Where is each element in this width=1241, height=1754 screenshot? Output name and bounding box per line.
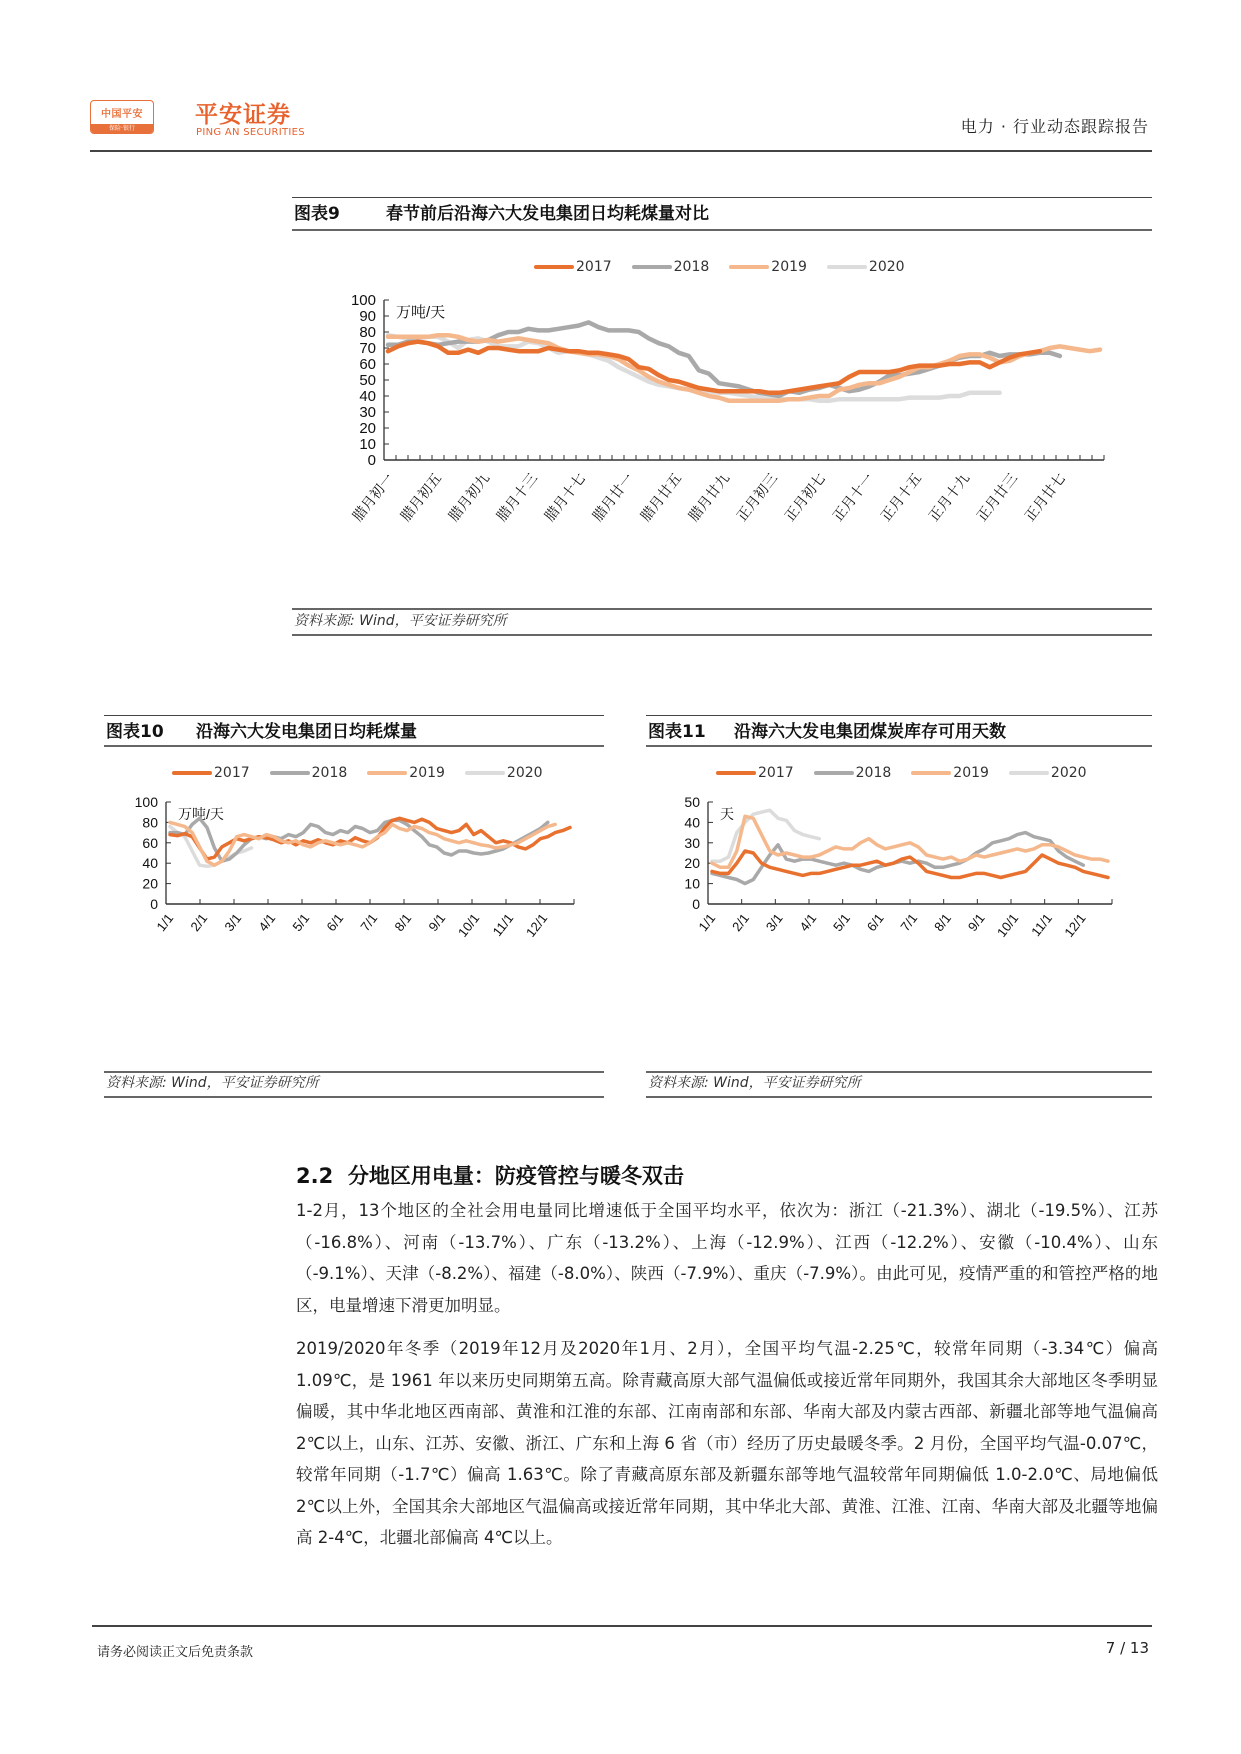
fig9-source-rule-bottom [292, 634, 1152, 636]
fig11-chart [646, 788, 1152, 1068]
fig10-legend [172, 765, 543, 781]
x-tick-label: 正月十九 [925, 469, 973, 524]
legend-label: 2018 [855, 765, 892, 781]
legend-swatch [729, 265, 769, 269]
y-tick-label: 100 [134, 794, 158, 810]
y-tick-label: 40 [142, 855, 158, 872]
x-tick-label: 腊月十七 [541, 469, 589, 524]
y-tick-label: 0 [692, 896, 700, 912]
y-tick-label: 50 [359, 372, 376, 389]
y-tick-label: 30 [359, 404, 376, 421]
footer-disclaimer[interactable]: 请务必阅读正文后免责条款 [97, 1645, 254, 1660]
fig9-number: 图表9 [294, 204, 340, 224]
y-tick-label: 60 [142, 834, 158, 851]
x-tick-label: 8/1 [931, 910, 955, 935]
legend-label: 2018 [673, 259, 710, 275]
x-tick-label: 正月廿七 [1021, 469, 1069, 524]
legend-2020 [465, 765, 543, 781]
x-tick-label: 2/1 [729, 910, 753, 935]
fig9-title-text: 春节前后沿海六大发电集团日均耗煤量对比 [386, 204, 709, 224]
x-tick-label: 正月十一 [829, 469, 877, 524]
y-unit-label: 天 [720, 806, 734, 822]
paragraph: 1-2月，13个地区的全社会用电量同比增速低于全国平均水平，依次为：浙江（-21.3%）、湖北（-19.5%）、江苏（-16.8%）、河南（-13.7%）、广东（-13.2%）、上海（-12.9%）、江西（-12.2%）、安徽（-10.4%）、山东（-9.1%）、天津（-8.2%）、福建（-8.0%）、陕西（-7.9%）、重庆（-7.9%）。由此可见，疫情严重的和管控严格的地区，电量增速下滑更加明显。 [296, 1201, 1158, 1315]
paragraph: 2019/2020年冬季（2019年12月及2020年1月、2月），全国平均气温-2.25℃，较常年同期（-3.34℃）偏高 1.09℃，是 1961 年以来历史同期第五高。除青藏高原大部气温偏低或接近常年同期外，我国其余大部地区冬季明显偏暖，其中华北地区西南部、黄淮和江淮的东部、江南南部和东部、华南大部及内蒙古西部、新疆北部等地气温偏高 2℃以上，山东、江苏、安徽、浙江、广东和上海 6 省（市）经历了历史最暖冬季。2 月份，全国平均气温-0.07℃，较常年同期（-1.7℃）偏高 1.63℃。除了青藏高原东部及新疆东部等地气温较常年同期偏低 1.0-2.0℃、局地偏低 2℃以上外，全国其余大部地区气温偏高或接近常年同期，其中华北大部、黄淮、江淮、江南、华南大部及北疆等地偏高 2-4℃，北疆北部偏高 4℃以上。 [296, 1339, 1158, 1547]
legend-label: 2019 [953, 765, 989, 781]
legend-2020 [827, 259, 905, 275]
legend-swatch [716, 771, 756, 775]
series-line-2017 [388, 342, 1040, 393]
x-tick-label: 4/1 [796, 910, 820, 935]
fig9-title [294, 204, 709, 224]
x-tick-label: 腊月廿五 [637, 469, 685, 524]
x-tick-label: 腊月初五 [397, 469, 445, 524]
x-tick-label: 腊月廿一 [589, 469, 637, 524]
legend-2017 [716, 765, 794, 781]
fig11-legend [716, 765, 1087, 781]
fig10-source: 资料来源: Wind，平安证券研究所 [106, 1075, 319, 1091]
fig10-source-rule-bottom [104, 1096, 604, 1098]
legend-2019 [729, 259, 807, 275]
fig9-source: 资料来源: Wind，平安证券研究所 [294, 613, 507, 629]
x-tick-label: 3/1 [221, 910, 245, 935]
y-tick-label: 80 [142, 814, 158, 831]
y-tick-label: 70 [359, 340, 376, 357]
fig9-source-rule-top [292, 608, 1152, 610]
y-tick-label: 0 [367, 452, 376, 469]
legend-label: 2017 [214, 765, 250, 781]
legend-swatch [911, 771, 951, 775]
y-tick-label: 20 [684, 855, 700, 872]
legend-swatch [465, 771, 505, 775]
y-tick-label: 20 [142, 875, 158, 892]
fig11-title-text: 沿海六大发电集团煤炭库存可用天数 [734, 722, 1006, 742]
fig11-title-rule [646, 745, 1152, 747]
fig10-chart [104, 788, 604, 1068]
fig10-number: 图表10 [106, 722, 164, 742]
x-tick-label: 6/1 [323, 910, 347, 935]
legend-swatch [367, 771, 407, 775]
header-divider [90, 150, 1152, 152]
legend-label: 2019 [409, 765, 445, 781]
y-tick-label: 40 [684, 814, 700, 831]
fig9-legend [534, 259, 905, 275]
y-tick-label: 20 [359, 420, 376, 437]
y-tick-label: 100 [350, 292, 376, 309]
report-type: 电力 · 行业动态跟踪报告 [960, 117, 1149, 136]
legend-swatch [1009, 771, 1049, 775]
fig10-title-text: 沿海六大发电集团日均耗煤量 [196, 722, 417, 742]
x-tick-label: 5/1 [289, 910, 313, 935]
brand-name-en: PING AN SECURITIES [196, 127, 305, 138]
x-tick-label: 正月十五 [877, 469, 925, 524]
x-tick-label: 5/1 [830, 910, 854, 935]
x-tick-label: 正月初七 [781, 469, 829, 524]
footer-divider [92, 1625, 1152, 1627]
x-tick-label: 8/1 [391, 910, 415, 935]
legend-label: 2020 [868, 259, 905, 275]
legend-label: 2019 [771, 259, 807, 275]
x-tick-label: 1/1 [695, 910, 719, 935]
fig10-source-rule-top [104, 1071, 604, 1073]
x-tick-label: 2/1 [187, 910, 211, 935]
x-tick-label: 腊月初一 [349, 469, 397, 524]
fig11-number: 图表11 [648, 722, 706, 742]
x-tick-label: 10/1 [454, 910, 483, 940]
y-tick-label: 40 [359, 388, 376, 405]
legend-swatch [534, 265, 574, 269]
x-tick-label: 4/1 [255, 910, 279, 935]
section-heading: 2.2 分地区用电量：防疫管控与暖冬双击 [296, 1164, 684, 1188]
legend-2020 [1009, 765, 1087, 781]
legend-label: 2017 [758, 765, 794, 781]
legend-label: 2020 [506, 765, 543, 781]
fig11-title [648, 722, 1006, 742]
x-tick-label: 腊月初九 [445, 469, 493, 524]
y-tick-label: 80 [359, 324, 376, 341]
logo-text: 中国平安 [101, 109, 143, 120]
brand-name-cn: 平安证券 [195, 102, 291, 128]
logo-subtext: 保险·银行 [91, 124, 153, 133]
legend-2019 [367, 765, 445, 781]
x-tick-label: 3/1 [762, 910, 786, 935]
y-tick-label: 90 [359, 308, 376, 325]
series-line-2018 [712, 833, 1083, 884]
x-tick-label: 9/1 [425, 910, 449, 935]
y-tick-label: 10 [684, 875, 700, 892]
y-tick-label: 60 [359, 356, 376, 373]
legend-swatch [814, 771, 854, 775]
fig10-top-rule [104, 715, 604, 716]
x-tick-label: 正月初三 [733, 469, 781, 524]
legend-2018 [270, 765, 348, 781]
x-tick-label: 1/1 [153, 910, 177, 935]
series-line-2018 [388, 322, 1060, 396]
x-tick-label: 腊月十三 [493, 469, 541, 524]
legend-swatch [827, 265, 867, 269]
x-tick-label: 11/1 [1028, 910, 1056, 940]
y-tick-label: 0 [150, 896, 158, 912]
x-tick-label: 7/1 [357, 910, 381, 935]
legend-2017 [172, 765, 250, 781]
fig10-title [106, 722, 417, 742]
x-tick-label: 6/1 [863, 910, 887, 935]
y-unit-label: 万吨/天 [396, 304, 446, 321]
x-tick-label: 腊月廿九 [685, 469, 733, 524]
legend-2017 [534, 259, 612, 275]
fig11-source: 资料来源: Wind，平安证券研究所 [648, 1075, 861, 1091]
legend-swatch [270, 771, 310, 775]
y-tick-label: 30 [684, 834, 700, 851]
legend-2019 [911, 765, 989, 781]
ping-an-group-logo [90, 100, 154, 134]
legend-label: 2017 [576, 259, 612, 275]
y-tick-label: 50 [684, 794, 700, 810]
x-tick-label: 12/1 [522, 910, 551, 940]
y-tick-label: 10 [359, 436, 376, 453]
x-tick-label: 7/1 [897, 910, 921, 935]
legend-2018 [814, 765, 892, 781]
fig9-top-rule [292, 197, 1152, 198]
fig10-title-rule [104, 745, 604, 747]
x-tick-label: 11/1 [489, 910, 517, 940]
x-tick-label: 10/1 [993, 910, 1022, 940]
fig11-top-rule [646, 715, 1152, 716]
fig11-source-rule-bottom [646, 1096, 1152, 1098]
y-unit-label: 万吨/天 [178, 806, 224, 822]
legend-2018 [632, 259, 710, 275]
legend-swatch [632, 265, 672, 269]
x-tick-label: 12/1 [1061, 910, 1089, 940]
legend-swatch [172, 771, 212, 775]
fig9-title-rule [292, 229, 1152, 231]
legend-label: 2020 [1050, 765, 1087, 781]
legend-label: 2018 [311, 765, 348, 781]
x-tick-label: 正月廿三 [973, 469, 1021, 524]
fig11-source-rule-top [646, 1071, 1152, 1073]
fig9-chart [292, 292, 1152, 604]
x-tick-label: 9/1 [964, 910, 988, 935]
page-number: 7 / 13 [1105, 1639, 1149, 1657]
